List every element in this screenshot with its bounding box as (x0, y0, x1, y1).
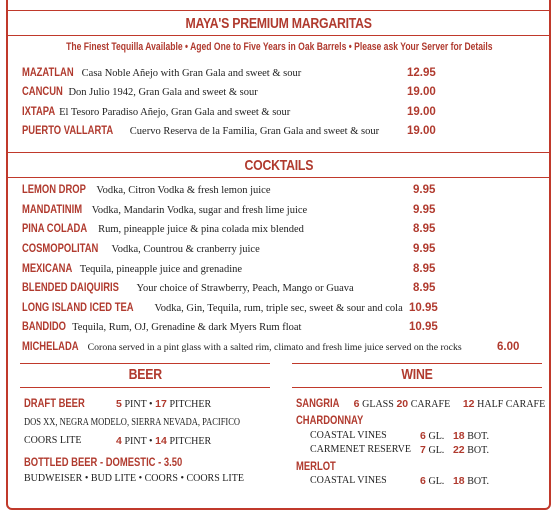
item-description: Vodka, Gin, Tequila, rum, triple sec, sweet & sour and cola (154, 303, 403, 314)
menu-item (22, 203, 307, 218)
coors-prices (116, 434, 211, 449)
menu-item (22, 183, 271, 198)
wine-header (292, 366, 542, 384)
wine-item-prices: 6 GL. 18 BOT. (420, 475, 490, 487)
item-price: 8.95 (413, 223, 436, 235)
wine-item (310, 429, 387, 443)
beer-header (20, 366, 270, 384)
item-name: CANCUN (22, 86, 63, 98)
item-description: Don Julio 1942, Gran Gala and sweet & sour (68, 87, 258, 98)
margaritas-subtitle: The Finest Tequilla Available • Aged One to Five Years in Oak Barrels • Please ask Your Server for Details (65, 41, 493, 53)
item-price: 6.00 (497, 341, 520, 353)
coors-pitcher-price: 14 (155, 435, 167, 447)
wine-item-prices: 6 GL. 18 BOT. (420, 430, 490, 442)
sangria-label: SANGRIA (296, 398, 340, 410)
beer-rule-bottom (20, 387, 270, 388)
item-price: 9.95 (413, 204, 436, 216)
margaritas-title: MAYA'S PREMIUM MARGARITAS (185, 14, 373, 32)
merlot-row (296, 460, 339, 475)
coors-row (24, 434, 82, 448)
coors-pint-price: 4 (116, 435, 122, 447)
item-price: 19.00 (407, 106, 436, 118)
sangria-glass-unit: GLASS (362, 399, 394, 410)
chardonnay-label: CHARDONNAY (296, 415, 364, 427)
item-name: LEMON DROP (22, 184, 86, 196)
bottled-beer-label: BOTTLED BEER - DOMESTIC - 3.50 (24, 457, 183, 469)
menu-item (22, 340, 462, 355)
draft-pitcher-unit: PITCHER (169, 399, 212, 410)
draft-beer-brands: DOS XX, NEGRA MODELO, SIERRA NEVADA, PACIFICO (24, 417, 241, 428)
item-price: 9.95 (413, 243, 436, 255)
coors-label: COORS LITE (24, 435, 82, 446)
draft-pint-unit: PINT • (124, 399, 153, 410)
item-description: Casa Noble Añejo with Gran Gala and sweet & sour (81, 68, 302, 79)
menu-item (22, 320, 301, 335)
item-description: Vodka, Countrou & cranberry juice (111, 244, 260, 255)
wine-name: COASTAL VINES (310, 475, 387, 486)
draft-beer-row (24, 397, 92, 412)
item-name: PUERTO VALLARTA (22, 125, 114, 137)
sangria-glass-price: 6 (353, 398, 360, 410)
sangria-half-unit: HALF CARAFE (477, 399, 546, 410)
item-price: 9.95 (413, 184, 436, 196)
menu-item (22, 222, 304, 237)
menu-item (22, 242, 260, 257)
item-description: Corona served in a pint glass with a salted rim, climato and fresh lime juice served on the rocks (87, 342, 462, 353)
item-price: 19.00 (407, 125, 436, 137)
merlot-label: MERLOT (296, 461, 336, 473)
item-description: Vodka, Mandarin Vodka, sugar and fresh lime juice (91, 205, 308, 216)
item-price: 10.95 (409, 321, 438, 333)
draft-beer-label: DRAFT BEER (24, 398, 85, 410)
item-price: 10.95 (409, 302, 438, 314)
wine-rule-bottom (292, 387, 542, 388)
item-description: Your choice of Strawberry, Peach, Mango or Guava (136, 283, 354, 294)
item-price: 8.95 (413, 263, 436, 275)
cocktails-header (8, 152, 550, 178)
item-name: IXTAPA (22, 106, 56, 118)
margaritas-header (8, 10, 550, 36)
coors-pint-unit: PINT • (124, 436, 153, 447)
menu-item (22, 301, 403, 316)
sangria-half-price: 12 (462, 398, 475, 410)
wine-name: COASTAL VINES (310, 430, 387, 441)
bottled-beer-brands: BUDWEISER • BUD LITE • COORS • COORS LITE (24, 473, 244, 484)
beer-title: BEER (128, 366, 162, 383)
menu-item (22, 262, 242, 277)
item-description: Tequila, Rum, OJ, Grenadine & dark Myers Rum float (72, 322, 302, 333)
wine-item (310, 443, 411, 457)
wine-item-prices: 7 GL. 22 BOT. (420, 444, 490, 456)
chardonnay-row (296, 414, 372, 429)
sangria-row (296, 397, 545, 412)
menu-item (22, 85, 258, 100)
item-price: 12.95 (407, 67, 436, 79)
item-name: MEXICANA (22, 263, 73, 275)
beer-rule-top (20, 363, 270, 364)
menu-item (22, 124, 379, 139)
item-name: MANDATINIM (22, 204, 83, 216)
item-description: Vodka, Citron Vodka & fresh lemon juice (96, 185, 271, 196)
wine-name: CARMENET RESERVE (310, 444, 411, 455)
item-description: Cuervo Reserva de la Familia, Gran Gala and sweet & sour (129, 126, 380, 137)
item-price: 19.00 (407, 86, 436, 98)
item-description: Rum, pineapple juice & pina colada mix blended (98, 224, 304, 235)
sangria-carafe-price: 20 (396, 398, 409, 410)
item-name: BLENDED DAIQUIRIS (22, 282, 119, 294)
draft-pitcher-price: 17 (155, 398, 167, 410)
item-name: MICHELADA (22, 341, 79, 353)
sangria-carafe-unit: CARAFE (410, 399, 451, 410)
menu-item (22, 105, 290, 120)
bottled-beer-row (24, 456, 211, 471)
item-name: BANDIDO (22, 321, 67, 333)
item-description: Tequila, pineapple juice and grenadine (79, 264, 243, 275)
draft-beer-prices (116, 397, 211, 412)
item-description: El Tesoro Paradiso Añejo, Gran Gala and sweet & sour (59, 107, 291, 118)
item-name: MAZATLAN (22, 67, 74, 79)
menu-item (22, 66, 301, 81)
wine-item (310, 474, 387, 488)
item-name: PINA COLADA (22, 223, 88, 235)
item-name: COSMOPOLITAN (22, 243, 99, 255)
wine-rule-top (292, 363, 542, 364)
coors-pitcher-unit: PITCHER (169, 436, 212, 447)
item-name: LONG ISLAND ICED TEA (22, 302, 134, 314)
draft-pint-price: 5 (116, 398, 122, 410)
menu-item (22, 281, 354, 296)
wine-title: WINE (401, 366, 433, 383)
item-price: 8.95 (413, 282, 436, 294)
cocktails-title: COCKTAILS (244, 156, 314, 174)
